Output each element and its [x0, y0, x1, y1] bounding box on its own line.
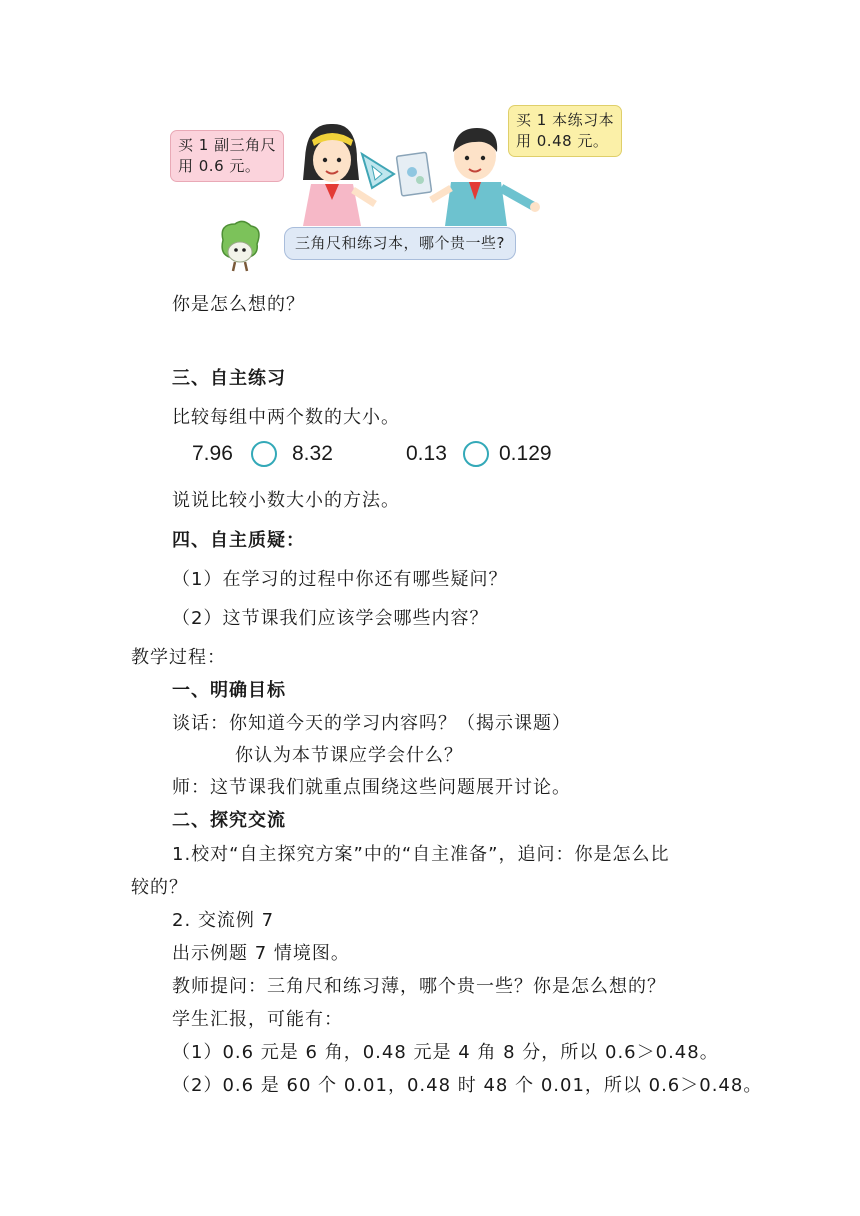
step2-paragraph1-line2: 较的？: [131, 877, 188, 898]
step2-paragraph4: 教师提问：三角尺和练习薄，哪个贵一些？你是怎么想的？: [172, 976, 666, 997]
step1-heading: 一、明确目标: [172, 680, 286, 701]
step1-teacher-line: 师：这节课我们就重点围绕这些问题展开讨论。: [172, 777, 571, 798]
think-prompt: 你是怎么想的？: [172, 294, 305, 315]
step2-paragraph2: 2. 交流例 7: [172, 910, 275, 931]
step2-result-2: （2）0.6 是 60 个 0.01，0.48 时 48 个 0.01，所以 0.6＞0.48。: [172, 1075, 763, 1096]
boy-speech-line2: 用 0.48 元。: [516, 132, 609, 150]
step2-paragraph5: 学生汇报，可能有：: [172, 1009, 343, 1030]
section3-method: 说说比较小数大小的方法。: [172, 490, 400, 511]
section4-heading: 四、自主质疑：: [172, 530, 305, 551]
triangle-ruler-icon: [358, 150, 398, 192]
comparison-row: [0, 440, 860, 470]
question-speech-text: 三角尺和练习本，哪个贵一些?: [295, 234, 505, 252]
girl-speech-line2: 用 0.6 元。: [178, 157, 261, 175]
pair1-right-number: 8.32: [292, 442, 333, 465]
step2-paragraph3: 出示例题 7 情境图。: [172, 943, 350, 964]
step1-talk-line1: 谈话：你知道今天的学习内容吗？（揭示课题）: [172, 713, 571, 734]
question-speech-bubble: [284, 227, 516, 260]
step2-result-1: （1）0.6 元是 6 角，0.48 元是 4 角 8 分，所以 0.6＞0.48。: [172, 1042, 719, 1063]
example-illustration: [165, 100, 635, 270]
pair2-left-number: 0.13: [406, 442, 447, 465]
pair2-compare-circle[interactable]: [463, 441, 489, 467]
section4-item-1: （1）在学习的过程中你还有哪些疑问？: [172, 569, 508, 590]
boy-speech-line1: 买 1 本练习本: [516, 111, 615, 129]
cabbage-mascot-icon: [215, 218, 265, 273]
girl-speech-line1: 买 1 副三角尺: [178, 136, 277, 154]
section3-instruction: 比较每组中两个数的大小。: [172, 407, 400, 428]
girl-speech-bubble: [170, 130, 284, 182]
step2-paragraph1-line1: 1.校对“自主探究方案”中的“自主准备”，追问：你是怎么比: [172, 844, 670, 865]
boy-speech-bubble: [508, 105, 622, 157]
step2-heading: 二、探究交流: [172, 810, 286, 831]
teaching-process-label: 教学过程：: [131, 647, 226, 668]
section4-item-2: （2）这节课我们应该学会哪些内容？: [172, 608, 489, 629]
step1-talk-line2: 你认为本节课应学会什么？: [235, 745, 463, 766]
pair1-compare-circle[interactable]: [251, 441, 277, 467]
pair2-right-number: 0.129: [499, 442, 552, 465]
pair1-left-number: 7.96: [192, 442, 233, 465]
section3-heading: 三、自主练习: [172, 368, 286, 389]
